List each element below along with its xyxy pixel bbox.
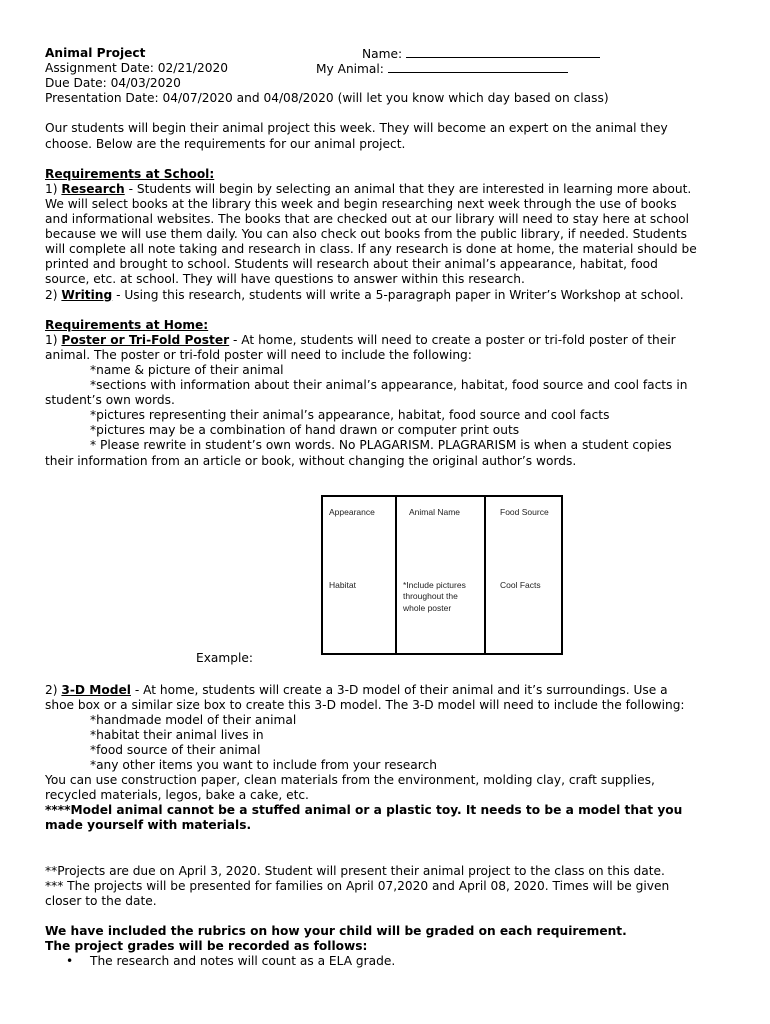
research-text-line: and informational websites. The books that are checked out at our library will need to stay here at school: [45, 212, 689, 227]
presentation-date: Presentation Date: 04/07/2020 and 04/08/2020 (will let you know which day based on class): [45, 91, 609, 106]
model-requirement: *food source of their animal: [90, 743, 261, 757]
poster-requirement-cont: student’s own words.: [45, 393, 175, 408]
header-row-1: [45, 46, 725, 61]
research-item: 1) Research - Students will begin by selecting an animal that they are interested in learning more about.: [45, 181, 692, 196]
poster-panel-center: [395, 497, 484, 653]
poster-panel-left: [323, 497, 395, 653]
animal-blank: [388, 61, 568, 73]
research-text-line: We will select books at the library this week and begin researching next week through the use of books: [45, 196, 677, 211]
poster-panel-right: [484, 497, 561, 653]
model-requirement: *handmade model of their animal: [90, 712, 297, 727]
writing-title: Writing: [61, 287, 113, 302]
research-text-line: source, etc. at school. They will have questions to answer within this research.: [45, 272, 525, 287]
materials-line: recycled materials, legos, bake a cake, etc.: [45, 788, 309, 803]
panel-include-pictures: *Include pictures throughout the whole poster: [403, 579, 466, 613]
model-warning: made yourself with materials.: [45, 818, 252, 833]
assignment-date: Assignment Date: 02/21/2020: [45, 61, 228, 76]
poster-example: [45, 469, 725, 683]
research-text-line: printed and brought to school. Students will research about their animal’s appearance, habitat, food: [45, 257, 658, 272]
poster-title: Poster or Tri-Fold Poster: [61, 332, 230, 347]
grade-bullet-item: • The research and notes will count as a ELA grade.: [66, 954, 396, 969]
home-heading: Requirements at Home:: [45, 317, 209, 332]
research-title: Research: [61, 181, 125, 196]
poster-requirement: *sections with information about their animal’s appearance, habitat, food source and cool facts in: [90, 378, 688, 393]
panel-animal-name: Animal Name: [409, 506, 461, 517]
intro-line: Our students will begin their animal project this week. They will become an expert on the animal they: [45, 121, 668, 136]
poster-text-line: animal. The poster or tri-fold poster will need to include the following:: [45, 347, 472, 362]
model-warning: ****Model animal cannot be a stuffed animal or a plastic toy. It needs to be a model that you: [45, 803, 683, 818]
research-text-line: because we will use them daily. You can also check out books from the public library, if needed. Students: [45, 227, 688, 242]
header-row-2: [45, 61, 725, 76]
example-label: Example:: [196, 650, 253, 665]
presentation-note: *** The projects will be presented for families on April 07,2020 and April 08, 2020. Times will be given: [45, 878, 670, 893]
poster-requirement: *name & picture of their animal: [90, 362, 284, 377]
trifold-poster-diagram: [321, 495, 563, 655]
animal-label: My Animal:: [316, 61, 568, 77]
name-label: Name:: [362, 46, 600, 62]
bullet-icon: •: [66, 954, 74, 969]
model-requirement: *any other items you want to include from your research: [90, 758, 437, 773]
model-requirement: *habitat their animal lives in: [90, 727, 264, 742]
research-text-line: will complete all note taking and research in class. If any research is done at home, the material should be: [45, 242, 697, 257]
rubric-note: We have included the rubrics on how your child will be graded on each requirement.: [45, 924, 627, 939]
panel-food-source: Food Source: [500, 506, 549, 517]
document-page: [45, 46, 725, 969]
grades-heading: The project grades will be recorded as follows:: [45, 939, 368, 954]
materials-line: You can use construction paper, clean materials from the environment, molding clay, craft supplies,: [45, 773, 655, 788]
poster-requirement-cont: their information from an article or book, without changing the original author’s words.: [45, 453, 577, 468]
poster-requirement: *pictures may be a combination of hand drawn or computer print outs: [90, 423, 520, 438]
writing-item: 2) Writing - Using this research, students will write a 5-paragraph paper in Writer’s Workshop at school.: [45, 287, 684, 302]
intro-line: choose. Below are the requirements for our animal project.: [45, 136, 406, 151]
presentation-note-cont: closer to the date.: [45, 893, 157, 908]
panel-appearance: Appearance: [329, 506, 375, 517]
due-date: Due Date: 04/03/2020: [45, 76, 181, 91]
school-heading: Requirements at School:: [45, 166, 215, 181]
poster-requirement: *pictures representing their animal’s appearance, habitat, food source and cool facts: [90, 408, 610, 423]
model-title: 3-D Model: [61, 682, 131, 697]
panel-habitat: Habitat: [329, 579, 356, 590]
name-blank: [406, 46, 600, 58]
model-item: 2) 3-D Model - At home, students will create a 3-D model of their animal and it’s surroundings. Use a: [45, 682, 668, 697]
due-note: **Projects are due on April 3, 2020. Student will present their animal project to the class on this date.: [45, 863, 665, 878]
poster-requirement: * Please rewrite in student’s own words. No PLAGARISM. PLAGRARISM is when a student copies: [90, 438, 672, 453]
model-text-line: shoe box or a similar size box to create this 3-D model. The 3-D model will need to include the following:: [45, 697, 685, 712]
project-title: Animal Project: [45, 46, 146, 60]
poster-item: 1) Poster or Tri-Fold Poster - At home, students will need to create a poster or tri-fold poster of their: [45, 332, 676, 347]
panel-cool-facts: Cool Facts: [500, 579, 541, 590]
